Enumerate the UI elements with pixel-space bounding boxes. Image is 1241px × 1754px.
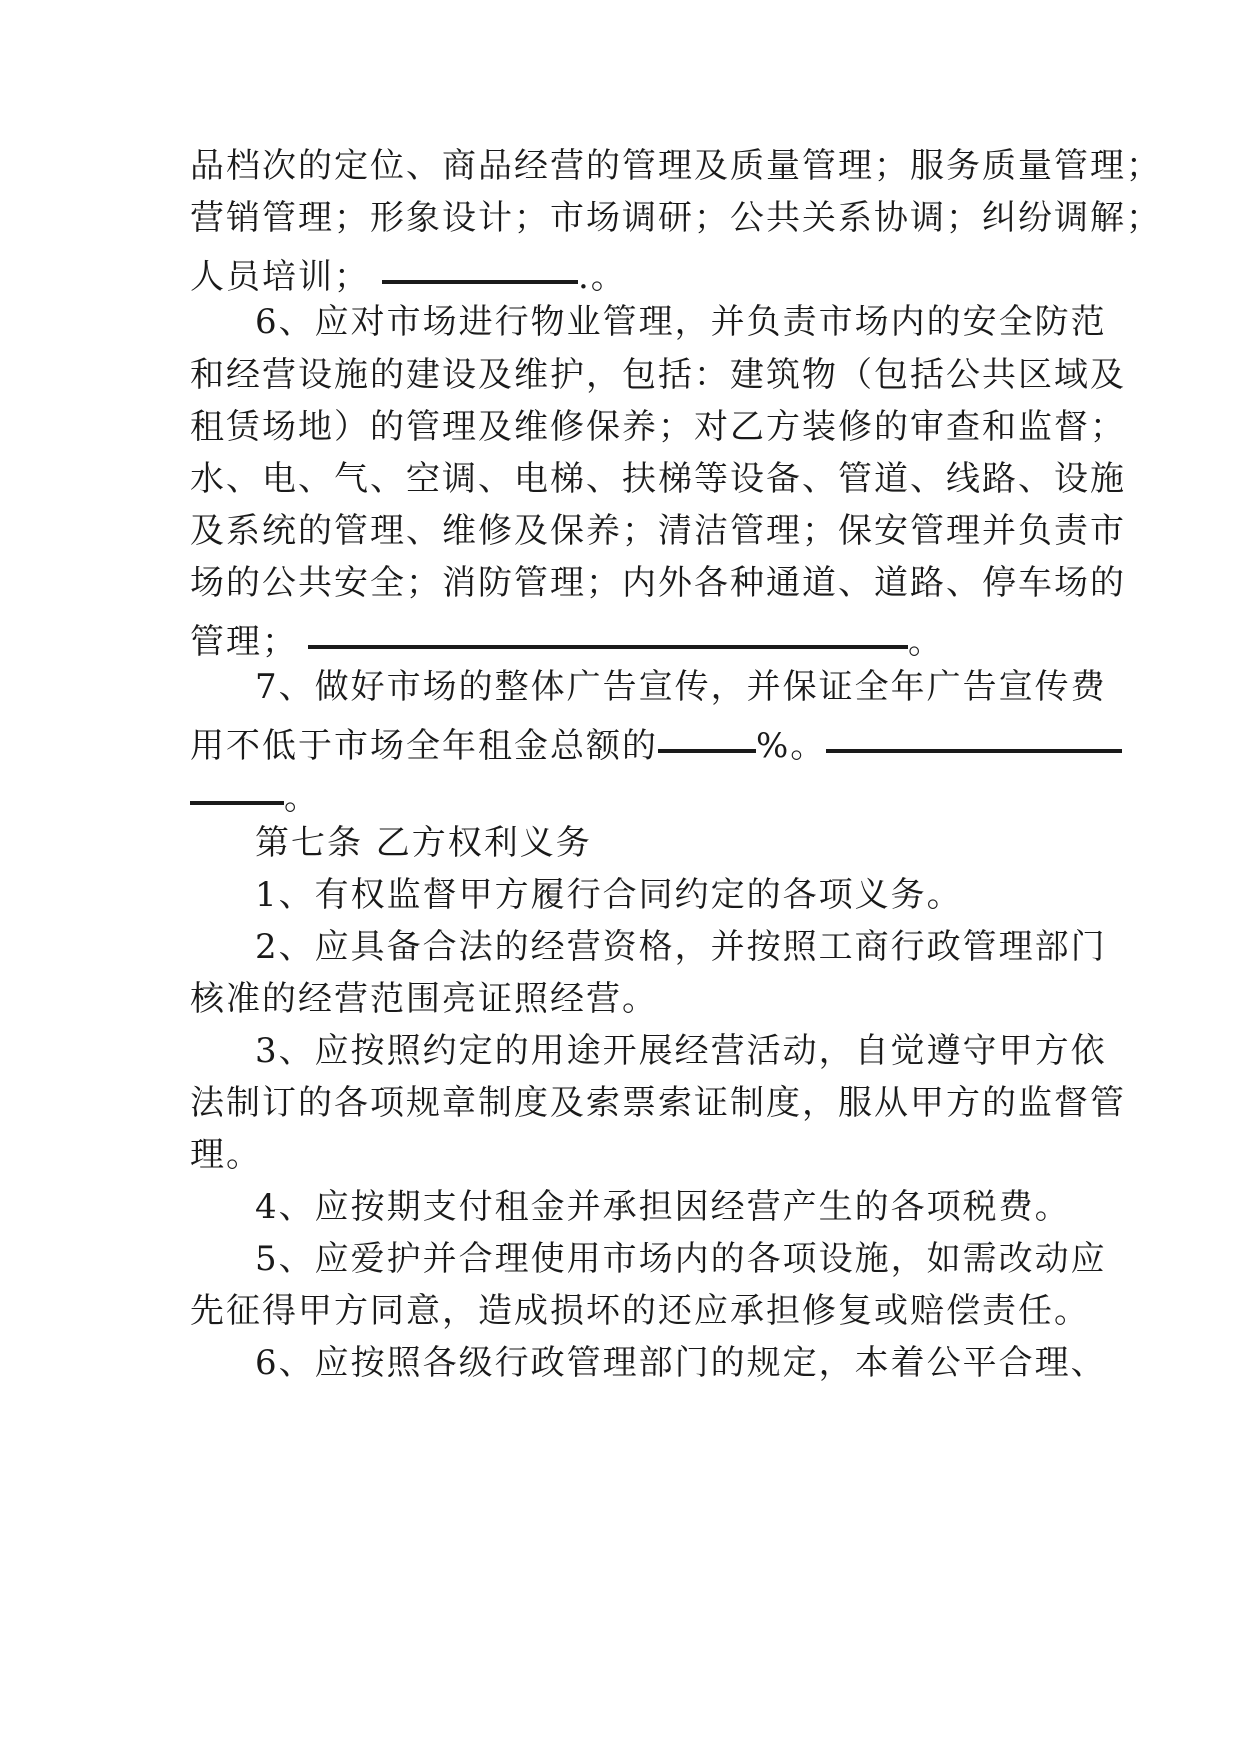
text-line — [190, 250, 1070, 297]
text-span: 6、应按照各级行政管理部门的规定，本着公平合理、 — [255, 1343, 1107, 1383]
text-line — [190, 407, 1126, 447]
text-span: 品档次的定位、商品经营的管理及质量管理；服务质量管理； — [190, 146, 1162, 186]
section-heading — [255, 823, 1135, 863]
text-line — [255, 302, 1135, 342]
text-span: 3、应按照约定的用途开展经营活动，自觉遵守甲方依 — [255, 1031, 1107, 1071]
text-span: 。 — [908, 622, 944, 662]
text-line — [255, 1343, 1135, 1383]
text-line — [190, 198, 1162, 238]
fill-in-blank — [826, 715, 1122, 753]
text-span: 场的公共安全；消防管理；内外各种通道、道路、停车场的 — [190, 563, 1126, 603]
text-span: 先征得甲方同意，造成损坏的还应承担修复或赔偿责任。 — [190, 1291, 1090, 1331]
text-line — [190, 511, 1126, 551]
text-span: 及系统的管理、维修及保养；清洁管理；保安管理并负责市 — [190, 511, 1126, 551]
text-line — [255, 1031, 1135, 1071]
text-line — [255, 1187, 1135, 1227]
text-span: 5、应爱护并合理使用市场内的各项设施，如需改动应 — [255, 1239, 1107, 1279]
text-span: .。 — [578, 257, 627, 297]
text-span: 法制订的各项规章制度及索票索证制度，服从甲方的监督管 — [190, 1083, 1126, 1123]
text-span: 4、应按期支付租金并承担因经营产生的各项税费。 — [255, 1187, 1071, 1227]
fill-in-blank — [658, 715, 756, 753]
text-line — [190, 979, 1070, 1019]
text-span: 营销管理；形象设计；市场调研；公共关系协调；纠纷调解； — [190, 198, 1162, 238]
text-span: 2、应具备合法的经营资格，并按照工商行政管理部门 — [255, 927, 1107, 967]
text-line — [190, 355, 1126, 395]
fill-in-blank — [308, 611, 908, 649]
text-span: 7、做好市场的整体广告宣传，并保证全年广告宣传费 — [255, 667, 1107, 707]
text-span: 第七条 乙方权利义务 — [255, 823, 592, 863]
text-line — [190, 563, 1126, 603]
text-span: 人员培训； — [190, 257, 370, 297]
text-line — [190, 719, 1070, 766]
text-span: 。 — [284, 778, 320, 818]
text-line — [190, 1083, 1126, 1123]
text-span: %。 — [756, 726, 827, 766]
text-line — [255, 1239, 1135, 1279]
text-span: 用不低于市场全年租金总额的 — [190, 726, 658, 766]
text-span: 核准的经营范围亮证照经营。 — [190, 979, 658, 1019]
text-span: 和经营设施的建设及维护，包括：建筑物（包括公共区域及 — [190, 355, 1126, 395]
text-line — [255, 667, 1135, 707]
text-line — [190, 771, 1070, 818]
text-span: 租赁场地）的管理及维修保养；对乙方装修的审查和监督； — [190, 407, 1126, 447]
text-line — [190, 615, 1070, 662]
text-span: 6、应对市场进行物业管理，并负责市场内的安全防范 — [255, 302, 1107, 342]
text-line — [190, 1135, 1070, 1175]
text-span: 1、有权监督甲方履行合同约定的各项义务。 — [255, 875, 963, 915]
text-line — [190, 146, 1162, 186]
fill-in-blank — [382, 246, 578, 284]
text-span: 水、电、气、空调、电梯、扶梯等设备、管道、线路、设施 — [190, 459, 1126, 499]
text-line — [190, 459, 1126, 499]
text-line — [190, 1291, 1090, 1331]
text-span: 管理； — [190, 622, 298, 662]
text-span: 理。 — [190, 1135, 262, 1175]
text-line — [255, 875, 1135, 915]
text-line — [255, 927, 1135, 967]
fill-in-blank — [190, 767, 284, 805]
